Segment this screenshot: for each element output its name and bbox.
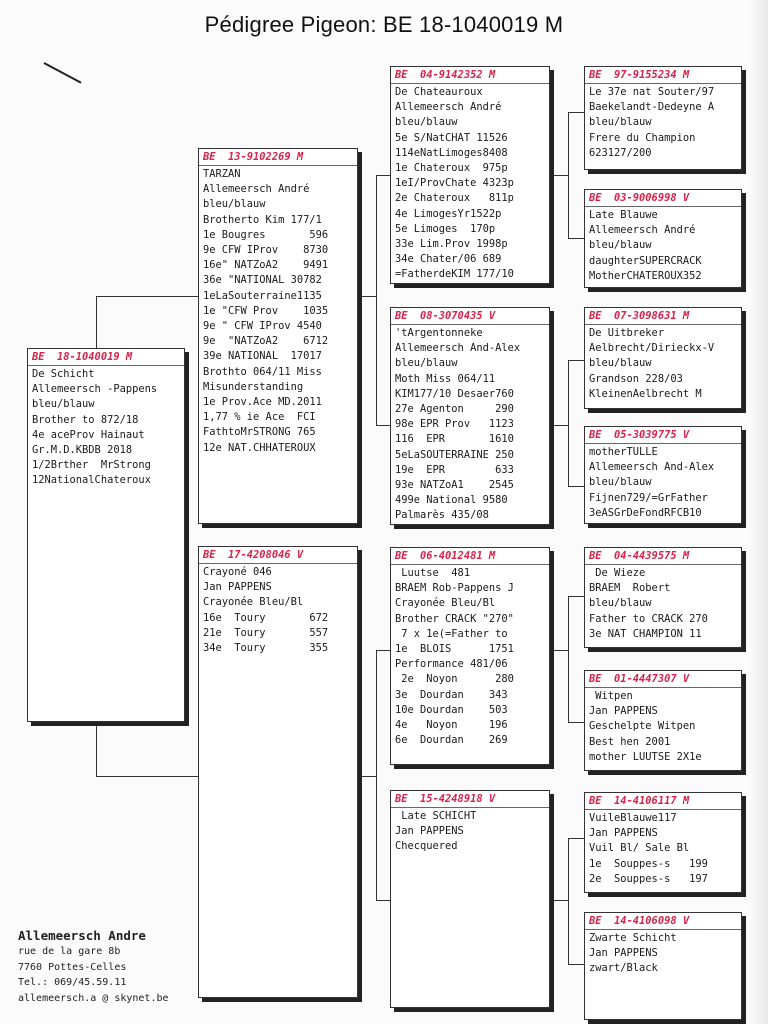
card-line: 1e Souppes-s 199: [589, 857, 708, 870]
card-line: 34e Chater/06 689: [395, 253, 502, 266]
connector: [96, 776, 198, 777]
connector: [568, 596, 584, 597]
connector: [568, 486, 584, 487]
connector: [358, 776, 376, 777]
card-line: 12NationalChateroux: [32, 474, 151, 487]
card-line: 2e Chateroux 811p: [395, 192, 514, 205]
card-line: bleu/blauw: [32, 398, 95, 411]
connector: [376, 650, 390, 651]
card-line: 116 EPR 1610: [395, 433, 514, 446]
ring-number: BE 03-9006998 V: [585, 191, 741, 207]
card-line: zwart/Black: [589, 962, 658, 975]
card-line: Performance 481/06: [395, 658, 508, 671]
card-line: 5e Limoges 170p: [395, 222, 496, 235]
card-line: De Uitbreker: [589, 327, 665, 339]
card-line: De Chateauroux: [395, 86, 483, 98]
card-line: 9e "NATZoA2 6712: [203, 335, 329, 348]
connector: [550, 900, 568, 901]
connector: [568, 360, 569, 486]
connector: [568, 838, 584, 839]
card-line: 1e "CFW Prov 1035: [203, 304, 329, 317]
connector: [376, 425, 390, 426]
card-line: Moth Miss 064/11: [395, 372, 496, 385]
card-line: Baekelandt-Dedeyne A: [589, 101, 715, 114]
pedigree-card-sire-dam: [390, 307, 550, 525]
card-line: Jan PAPPENS: [589, 947, 658, 960]
card-line: 623127/200: [589, 146, 652, 159]
card-line: Crayonée Bleu/Bl: [203, 596, 304, 609]
connector: [96, 722, 97, 776]
connector: [550, 175, 568, 176]
ring-number: BE 07-3098631 M: [585, 309, 741, 325]
card-line: 16e Toury 672: [203, 611, 329, 624]
connector: [550, 650, 568, 651]
card-line: Allemeersch André: [203, 183, 310, 196]
connector: [358, 296, 376, 297]
connector: [376, 650, 377, 900]
card-line: Late Blauwe: [589, 209, 658, 221]
card-line: 1e Chateroux 975p: [395, 162, 508, 175]
pedigree-card-dam-dam: [390, 790, 550, 1008]
card-line: bleu/blauw: [589, 116, 652, 129]
pedigree-card-dds: [584, 792, 742, 893]
card-line: Best hen 2001: [589, 735, 671, 748]
card-line: 3eASGrDeFondRFCB10: [589, 506, 702, 519]
pedigree-card-sire-sire: [390, 66, 550, 284]
card-line: VuileBlauwe117: [589, 812, 677, 824]
card-line: 1e Bougres 596: [203, 228, 329, 241]
pen-mark: [44, 62, 82, 83]
connector: [376, 900, 390, 901]
card-line: mother LUUTSE 2X1e: [589, 750, 702, 763]
card-line: Crayonée Bleu/Bl: [395, 597, 496, 610]
card-line: Jan PAPPENS: [589, 827, 658, 840]
card-line: Aelbrecht/Dirieckx-V: [589, 342, 715, 355]
connector: [568, 838, 569, 964]
card-line: Brother to 872/18: [32, 413, 139, 426]
card-line: Gr.M.D.KBDB 2018: [32, 444, 133, 457]
card-line: 93e NATZoA1 2545: [395, 479, 514, 492]
card-line: De Schicht: [32, 368, 95, 380]
card-line: bleu/blauw: [395, 357, 458, 370]
card-line: Allemeersch -Pappens: [32, 383, 158, 396]
card-line: Grandson 228/03: [589, 372, 683, 385]
ring-number: BE 14-4106098 V: [585, 914, 741, 930]
card-line: 9e " CFW IProv 4540: [203, 320, 322, 333]
card-line: 27e Agenton 290: [395, 403, 514, 416]
card-line: BRAEM Robert: [589, 582, 671, 595]
card-line: BRAEM Rob-Pappens J: [395, 582, 514, 595]
card-line: Brothto 064/11 Miss: [203, 365, 322, 378]
card-line: 1eLaSouterraine1135: [203, 289, 322, 302]
connector: [568, 964, 584, 965]
card-line: Father to CRACK 270: [589, 612, 708, 625]
card-line: bleu/blauw: [203, 198, 266, 211]
card-line: Allemeersch André: [589, 224, 696, 237]
card-line: 34e Toury 355: [203, 642, 329, 655]
pedigree-card-dsd: [584, 670, 742, 771]
card-line: 10e Dourdan 503: [395, 703, 508, 716]
card-line: =FatherdeKIM 177/10: [395, 268, 514, 281]
connector: [568, 112, 569, 238]
pedigree-card-subject: [27, 348, 185, 722]
pedigree-card-ssd: [584, 189, 742, 288]
card-line: KIM177/10 Desaer760: [395, 387, 514, 400]
card-line: Witpen: [589, 690, 633, 702]
card-line: 2e Souppes-s 197: [589, 872, 708, 885]
card-line: 2e Noyon 280: [395, 673, 514, 686]
breeder-city: 7760 Pottes-Celles: [18, 961, 127, 973]
card-line: Jan PAPPENS: [589, 705, 658, 718]
card-line: KleinenAelbrecht M: [589, 387, 702, 400]
card-line: Jan PAPPENS: [203, 581, 272, 594]
card-line: Allemeersch André: [395, 101, 502, 114]
card-line: Geschelpte Witpen: [589, 720, 696, 733]
breeder-name: Allemeersch Andre: [18, 928, 146, 943]
card-line: Allemeersch And-Alex: [395, 342, 521, 355]
connector: [376, 175, 390, 176]
breeder-email: allemeersch.a @ skynet.be: [18, 992, 169, 1004]
connector: [568, 238, 584, 239]
card-line: Jan PAPPENS: [395, 825, 464, 838]
card-line: motherTULLE: [589, 446, 658, 458]
ring-number: BE 13-9102269 M: [199, 150, 357, 166]
card-line: TARZAN: [203, 168, 241, 180]
card-line: 499e National 9580: [395, 494, 508, 507]
pedigree-card-sdd: [584, 426, 742, 524]
card-line: Luutse 481: [395, 567, 471, 579]
card-line: 19e EPR 633: [395, 463, 514, 476]
card-line: 3e Dourdan 343: [395, 688, 508, 701]
pedigree-card-dam-sire: [390, 547, 550, 765]
ring-number: BE 18-1040019 M: [28, 350, 184, 366]
connector: [550, 425, 568, 426]
card-line: FathtoMrSTRONG 765: [203, 426, 316, 439]
card-line: Brother CRACK "270": [395, 612, 514, 625]
card-line: 39e NATIONAL 17017: [203, 350, 322, 363]
card-line: bleu/blauw: [589, 476, 652, 489]
pedigree-card-sire: [198, 148, 358, 524]
pedigree-card-sss: [584, 66, 742, 170]
card-line: 1/2Brther MrStrong: [32, 459, 151, 472]
card-line: 36e "NATIONAL 30782: [203, 274, 322, 287]
card-line: 'tArgentonneke: [395, 327, 483, 339]
ring-number: BE 04-9142352 M: [391, 68, 549, 84]
card-line: 6e Dourdan 269: [395, 734, 508, 747]
ring-number: BE 08-3070435 V: [391, 309, 549, 325]
card-line: Le 37e nat Souter/97: [589, 86, 715, 98]
card-line: 7 x 1e(=Father to: [395, 627, 508, 640]
card-line: bleu/blauw: [589, 357, 652, 370]
card-line: Allemeersch And-Alex: [589, 461, 715, 474]
ring-number: BE 01-4447307 V: [585, 672, 741, 688]
pedigree-card-dss: [584, 547, 742, 648]
card-line: De Wieze: [589, 567, 646, 579]
card-line: 9e CFW IProv 8730: [203, 244, 329, 257]
card-line: Frere du Champion: [589, 131, 696, 144]
card-line: daughterSUPERCRACK: [589, 254, 702, 267]
ring-number: BE 14-4106117 M: [585, 794, 741, 810]
ring-number: BE 15-4248918 V: [391, 792, 549, 808]
ring-number: BE 06-4012481 M: [391, 549, 549, 565]
ring-number: BE 05-3039775 V: [585, 428, 741, 444]
card-line: 4e aceProv Hainaut: [32, 428, 145, 441]
card-line: 4e Noyon 196: [395, 719, 508, 732]
card-line: 4e LimogesYr1522p: [395, 207, 502, 220]
card-line: Checquered: [395, 840, 458, 853]
card-line: 16e" NATZoA2 9491: [203, 259, 329, 272]
card-line: 114eNatLimoges8408: [395, 146, 508, 159]
card-line: bleu/blauw: [395, 116, 458, 129]
card-line: bleu/blauw: [589, 239, 652, 252]
card-line: Palmarès 435/08: [395, 509, 489, 522]
card-line: 3e NAT CHAMPION 11: [589, 627, 702, 640]
card-line: Brotherto Kim 177/1: [203, 213, 322, 226]
card-line: 1e BLOIS 1751: [395, 643, 514, 656]
pedigree-card-dam: [198, 546, 358, 998]
breeder-phone: Tel.: 069/45.59.11: [18, 977, 127, 988]
card-line: 5e S/NatCHAT 11526: [395, 131, 508, 144]
card-line: 5eLaSOUTERRAINE 250: [395, 448, 514, 461]
connector: [376, 175, 377, 425]
ring-number: BE 17-4208046 V: [199, 548, 357, 564]
connector: [568, 360, 584, 361]
card-line: 21e Toury 557: [203, 626, 329, 639]
card-line: 1,77 % ie Ace FCI: [203, 411, 316, 424]
card-line: Fijnen729/=GrFather: [589, 491, 708, 504]
card-line: Crayoné 046: [203, 566, 272, 578]
breeder-info: [18, 928, 169, 1006]
card-line: Zwarte Schicht: [589, 932, 677, 944]
card-line: MotherCHATEROUX352: [589, 269, 702, 282]
scan-edge-shade: [750, 0, 768, 1024]
connector: [96, 296, 198, 297]
card-line: 98e EPR Prov 1123: [395, 418, 514, 431]
card-line: 12e NAT.CHHATEROUX: [203, 441, 316, 454]
pedigree-card-ddd: [584, 912, 742, 1020]
connector: [568, 722, 584, 723]
card-line: 33e Lim.Prov 1998p: [395, 238, 508, 251]
connector: [96, 296, 97, 350]
card-line: Vuil Bl/ Sale Bl: [589, 842, 690, 855]
card-line: Misunderstanding: [203, 380, 304, 393]
card-line: bleu/blauw: [589, 597, 652, 610]
card-line: Late SCHICHT: [395, 810, 477, 822]
pedigree-card-sds: [584, 307, 742, 409]
ring-number: BE 04-4439575 M: [585, 549, 741, 565]
connector: [568, 596, 569, 722]
page-title: Pédigree Pigeon: BE 18-1040019 M: [204, 12, 564, 37]
connector: [568, 112, 584, 113]
ring-number: BE 97-9155234 M: [585, 68, 741, 84]
card-line: 1e Prov.Ace MD.2011: [203, 396, 322, 409]
breeder-street: rue de la gare 8b: [18, 946, 121, 957]
card-line: 1eI/ProvChate 4323p: [395, 177, 514, 190]
